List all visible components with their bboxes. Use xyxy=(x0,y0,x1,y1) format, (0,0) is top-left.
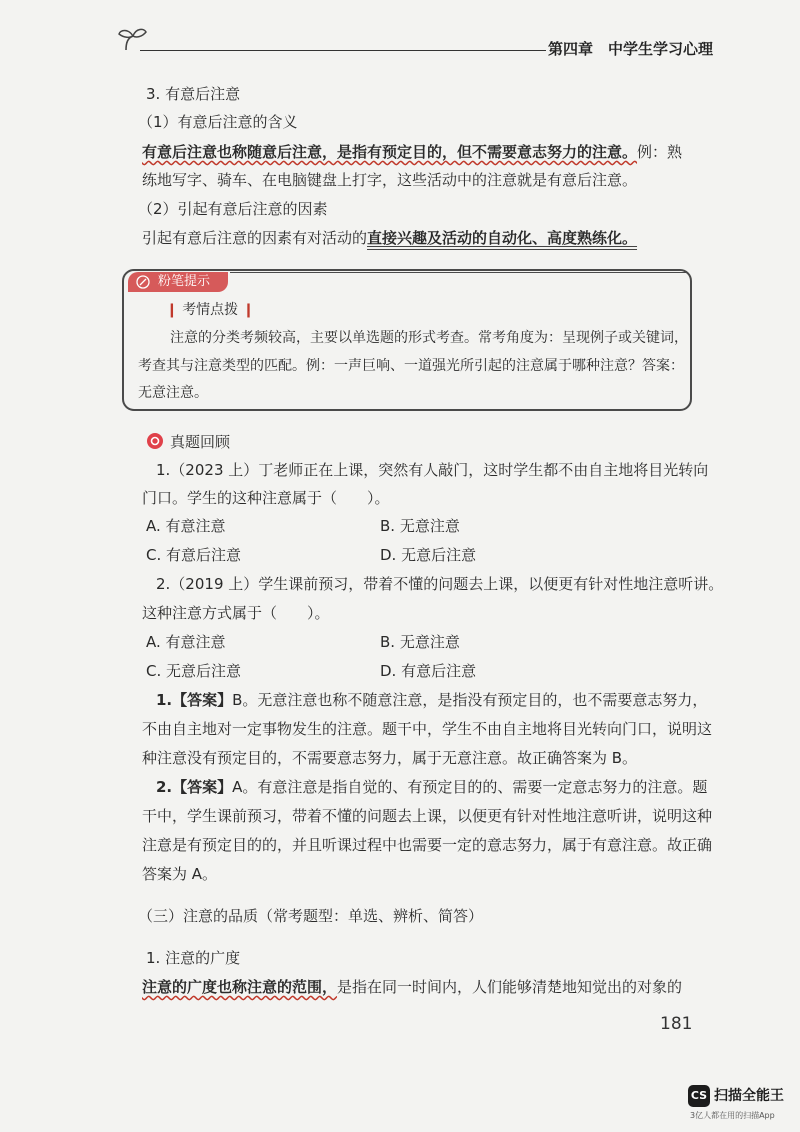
camscanner-logo: CS xyxy=(688,1085,710,1107)
question-line: 1.（2023 上）丁老师正在上课，突然有人敲门，这时学生都不由自主地将目光转向 xyxy=(156,461,709,479)
tip-line: 注意的分类考频较高，主要以单选题的形式考查。常考角度为：呈现例子或关键词， xyxy=(170,330,688,346)
subsection-heading: 1. 注意的广度 xyxy=(146,949,241,967)
option-b: B. 无意注意 xyxy=(380,633,460,651)
tip-tab-label: 粉笔提示 xyxy=(158,274,211,289)
page-number: 181 xyxy=(660,1014,693,1034)
answer-line: 不由自主地对一定事物发生的注意。题干中，学生不由自主地将目光转向门口，说明这 xyxy=(142,720,713,738)
tip-line: 考查其与注意类型的匹配。例：一声巨响、一道强光所引起的注意属于哪种注意？答案： xyxy=(138,358,684,374)
tip-line: 无意注意。 xyxy=(138,385,208,401)
section-heading: 3. 有意后注意 xyxy=(146,85,241,103)
definition-text: 有意后注意也称随意后注意，是指有预定目的，但不需要意志努力的注意。 xyxy=(142,143,638,161)
answer-line: 种注意没有预定目的，不需要意志努力，属于无意注意。故正确答案为 B。 xyxy=(142,749,638,767)
paragraph-line: 引起有意后注意的因素有对活动的直接兴趣及活动的自动化、高度熟练化。 xyxy=(142,229,638,247)
option-c: C. 无意后注意 xyxy=(146,662,242,680)
option-a: A. 有意注意 xyxy=(146,517,226,535)
section-heading: （三）注意的品质（常考题型：单选、辨析、简答） xyxy=(138,907,484,925)
option-a: A. 有意注意 xyxy=(146,633,226,651)
option-c: C. 有意后注意 xyxy=(146,546,242,564)
subsection-heading: （1）有意后注意的含义 xyxy=(138,113,298,131)
question-line: 2.（2019 上）学生课前预习，带着不懂的问题去上课，以便更有针对性地注意听讲。 xyxy=(156,575,724,593)
tip-tab xyxy=(128,272,228,292)
answer-line: 干中，学生课前预习，带着不懂的问题去上课，以便更有针对性地注意听讲，说明这种 xyxy=(142,807,713,825)
header-rule xyxy=(140,50,546,51)
option-b: B. 无意注意 xyxy=(380,517,460,535)
sprout-icon xyxy=(116,26,150,52)
gear-icon xyxy=(146,432,164,450)
answer-line: 2.【答案】A。有意注意是指自觉的、有预定目的的、需要一定意志努力的注意。题 xyxy=(156,778,708,796)
paragraph-line: 注意的广度也称注意的范围，是指在同一时间内，人们能够清楚地知觉出的对象的 xyxy=(142,978,683,996)
answer-line: 1.【答案】B。无意注意也称不随意注意，是指没有预定目的，也不需要意志努力， xyxy=(156,691,708,709)
pen-icon xyxy=(136,275,150,289)
paragraph-line: 有意后注意也称随意后注意，是指有预定目的，但不需要意志努力的注意。例：熟 xyxy=(142,143,683,161)
option-d: D. 无意后注意 xyxy=(380,546,477,564)
question-line: 门口。学生的这种注意属于（ ）。 xyxy=(142,489,390,507)
option-d: D. 有意后注意 xyxy=(380,662,477,680)
subsection-heading: （2）引起有意后注意的因素 xyxy=(138,200,328,218)
watermark-name: 扫描全能王 xyxy=(714,1088,784,1104)
review-heading: 真题回顾 xyxy=(170,433,231,451)
answer-line: 答案为 A。 xyxy=(142,865,218,883)
answer-line: 注意是有预定目的的，并且听课过程中也需要一定的意志努力，属于有意注意。故正确 xyxy=(142,836,713,854)
question-line: 这种注意方式属于（ ）。 xyxy=(142,604,330,622)
tip-top-rule xyxy=(230,272,686,273)
watermark-subtitle: 3亿人都在用的扫描App xyxy=(690,1111,775,1120)
tip-label: ❙ 考情点拨 ❙ xyxy=(166,302,255,318)
paragraph-line: 练地写字、骑车、在电脑键盘上打字，这些活动中的注意就是有意后注意。 xyxy=(142,171,638,189)
chapter-title: 第四章 中学生学习心理 xyxy=(548,40,714,58)
emphasis-text: 直接兴趣及活动的自动化、高度熟练化。 xyxy=(367,229,638,247)
